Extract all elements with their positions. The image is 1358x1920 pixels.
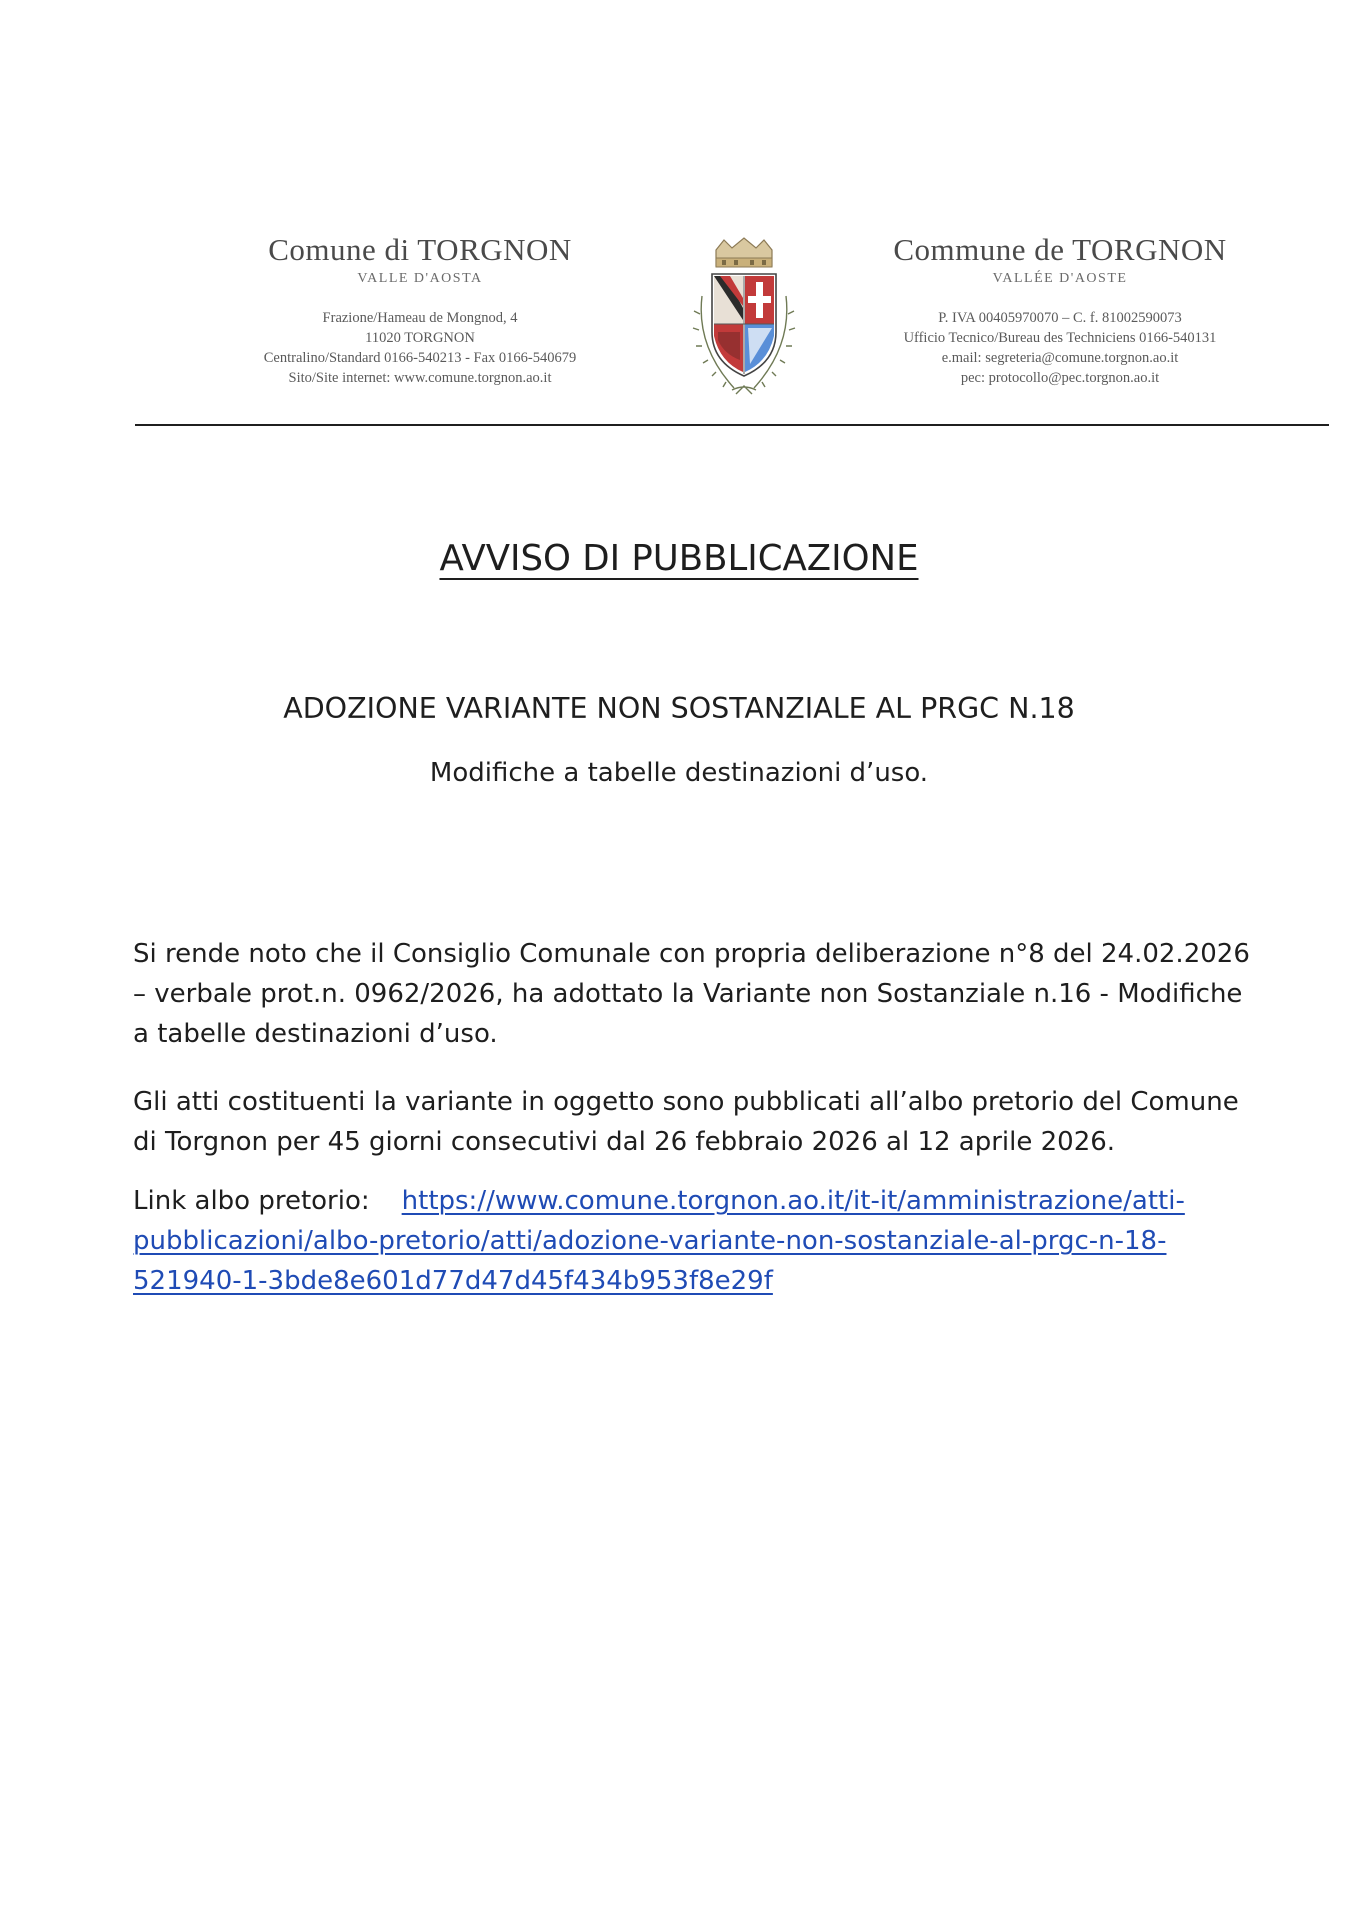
paragraph-line: Si rende noto che il Consiglio Comunale con propria deliberazione n°8 del 24.02.2026: [133, 939, 1250, 969]
notice-subject: ADOZIONE VARIANTE NON SOSTANZIALE AL PRGC N.18: [283, 692, 1075, 725]
website-line: Sito/Site internet: www.comune.torgnon.ao.it: [288, 370, 552, 386]
vat-tax-line: P. IVA 00405970070 – C. f. 81002590073: [938, 310, 1182, 326]
paragraph-deliberation: [133, 934, 1250, 1054]
notice-subtitle: Modifiche a tabelle destinazioni d’uso.: [429, 758, 929, 788]
paragraph-line: Gli atti costituenti la variante in oggetto sono pubblicati all’albo pretorio del Comune: [133, 1087, 1239, 1117]
paragraph-link: [133, 1181, 1233, 1301]
letterhead-divider: [135, 424, 1329, 426]
link-first-line: [133, 1181, 1233, 1221]
paragraph-line: a tabelle destinazioni d’uso.: [133, 1019, 498, 1049]
pec-line: pec: protocollo@pec.torgnon.ao.it: [960, 370, 1160, 386]
paragraph-line: di Torgnon per 45 giorni consecutivi dal 26 febbraio 2026 al 12 aprile 2026.: [133, 1127, 1116, 1157]
municipality-name-italian: Comune di TORGNON: [268, 232, 572, 267]
email-line: e.mail: segreteria@comune.torgnon.ao.it: [941, 350, 1179, 366]
region-name-french: VALLÉE D'AOSTE: [992, 271, 1128, 286]
address-line: Frazione/Hameau de Mongnod, 4: [322, 310, 518, 326]
postal-line: 11020 TORGNON: [365, 330, 475, 346]
albo-pretorio-link-part-2[interactable]: pubblicazioni/albo-pretorio/atti/adozione-variante-non-sostanziale-al-prgc-n-18-: [133, 1226, 1167, 1256]
link-label: Link albo pretorio:: [133, 1186, 370, 1216]
paragraph-publication: [133, 1082, 1239, 1162]
albo-pretorio-link-part-1[interactable]: https://www.comune.torgnon.ao.it/it-it/amministrazione/atti-: [401, 1186, 1185, 1216]
link-third-line: [133, 1261, 1233, 1301]
albo-pretorio-link-part-3[interactable]: 521940-1-3bde8e601d77d47d45f434b953f8e29f: [133, 1266, 773, 1296]
shield-icon: [712, 274, 776, 376]
notice-title-text: AVVISO DI PUBBLICAZIONE: [439, 538, 919, 579]
phone-fax-line: Centralino/Standard 0166-540213 - Fax 0166-540679: [263, 350, 577, 366]
coat-of-arms-icon: [684, 236, 804, 404]
technical-office-line: Ufficio Tecnico/Bureau des Techniciens 0166-540131: [903, 330, 1217, 346]
region-name-italian: VALLE D'AOSTA: [357, 271, 483, 286]
municipality-name-french: Commune de TORGNON: [893, 232, 1227, 267]
crown-icon: [716, 238, 772, 267]
notice-title: [0, 538, 1358, 579]
link-second-line: [133, 1221, 1233, 1261]
paragraph-line: – verbale prot.n. 0962/2026, ha adottato la Variante non Sostanziale n.16 - Modifiche: [133, 979, 1243, 1009]
letterhead-right: [840, 232, 1280, 388]
letterhead-left: [200, 232, 640, 388]
